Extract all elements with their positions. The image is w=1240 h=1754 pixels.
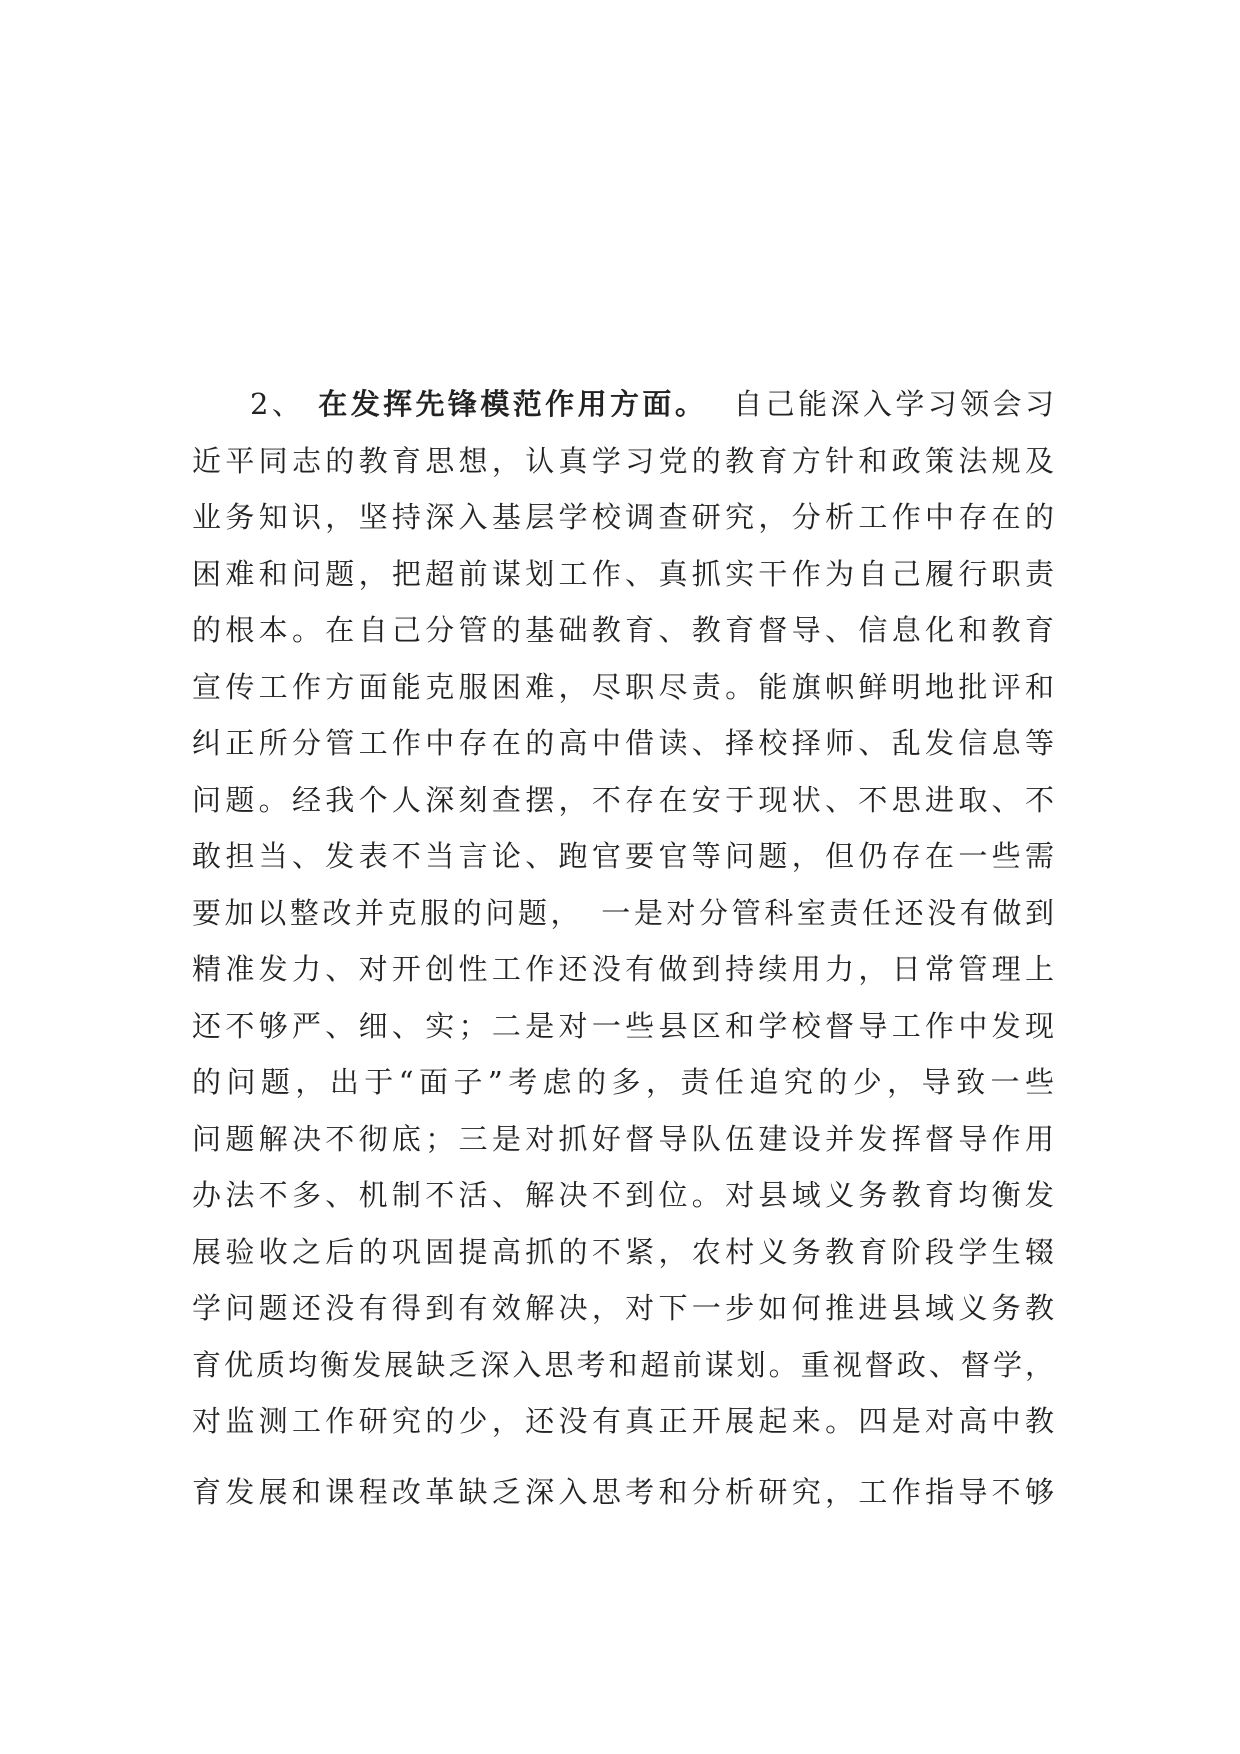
paragraph-line: 还不够严、细、实；二是对一些县区和学校督导工作中发现 [192, 1008, 1054, 1043]
paragraph-line: 敢担当、发表不当言论、跑官要官等问题，但仍存在一些需 [192, 839, 1054, 873]
section-number: 2、 [250, 387, 305, 421]
paragraph-line: 展验收之后的巩固提高抓的不紧，农村义务教育阶段学生辍 [192, 1234, 1054, 1269]
paragraph-line: 纠正所分管工作中存在的高中借读、择校择师、乱发信息等 [192, 726, 1054, 760]
paragraph-line: 的根本。在自己分管的基础教育、教育督导、信息化和教育 [192, 613, 1054, 647]
paragraph-line: 对监测工作研究的少，还没有真正开展起来。四是对高中教 [192, 1404, 1054, 1438]
paragraph-line: 问题。经我个人深刻查摆，不存在安于现状、不思进取、不 [192, 782, 1054, 817]
paragraph-line: 问题解决不彻底；三是对抓好督导队伍建设并发挥督导作用 [192, 1121, 1054, 1156]
paragraph-line: 困难和问题，把超前谋划工作、真抓实干作为自己履行职责 [192, 556, 1054, 591]
paragraph-text: 自己能深入学习领会习 [733, 387, 1054, 421]
paragraph-line: 育发展和课程改革缺乏深入思考和分析研究，工作指导不够 [192, 1474, 1054, 1509]
paragraph-line: 精准发力、对开创性工作还没有做到持续用力，日常管理上 [192, 952, 1054, 986]
paragraph-line: 近平同志的教育思想，认真学习党的教育方针和政策法规及 [192, 443, 1054, 478]
paragraph-line: 宣传工作方面能克服困难，尽职尽责。能旗帜鲜明地批评和 [192, 669, 1054, 704]
paragraph-first-line [192, 376, 1054, 433]
paragraph-line: 育优质均衡发展缺乏深入思考和超前谋划。重视督政、督学， [192, 1347, 1054, 1382]
paragraph-line: 办法不多、机制不活、解决不到位。对县域义务教育均衡发 [192, 1178, 1054, 1212]
paragraph-line: 的问题，出于“面子”考虑的多，责任追究的少，导致一些 [192, 1065, 1054, 1099]
paragraph-line: 要加以整改并克服的问题， 一是对分管科室责任还没有做到 [192, 895, 1054, 930]
document-body [192, 376, 1054, 1520]
paragraph-line: 学问题还没有得到有效解决，对下一步如何推进县域义务教 [192, 1291, 1054, 1325]
paragraph-line: 业务知识，坚持深入基层学校调查研究，分析工作中存在的 [192, 500, 1054, 534]
section-heading: 在发挥先锋模范作用方面。 [318, 387, 708, 421]
